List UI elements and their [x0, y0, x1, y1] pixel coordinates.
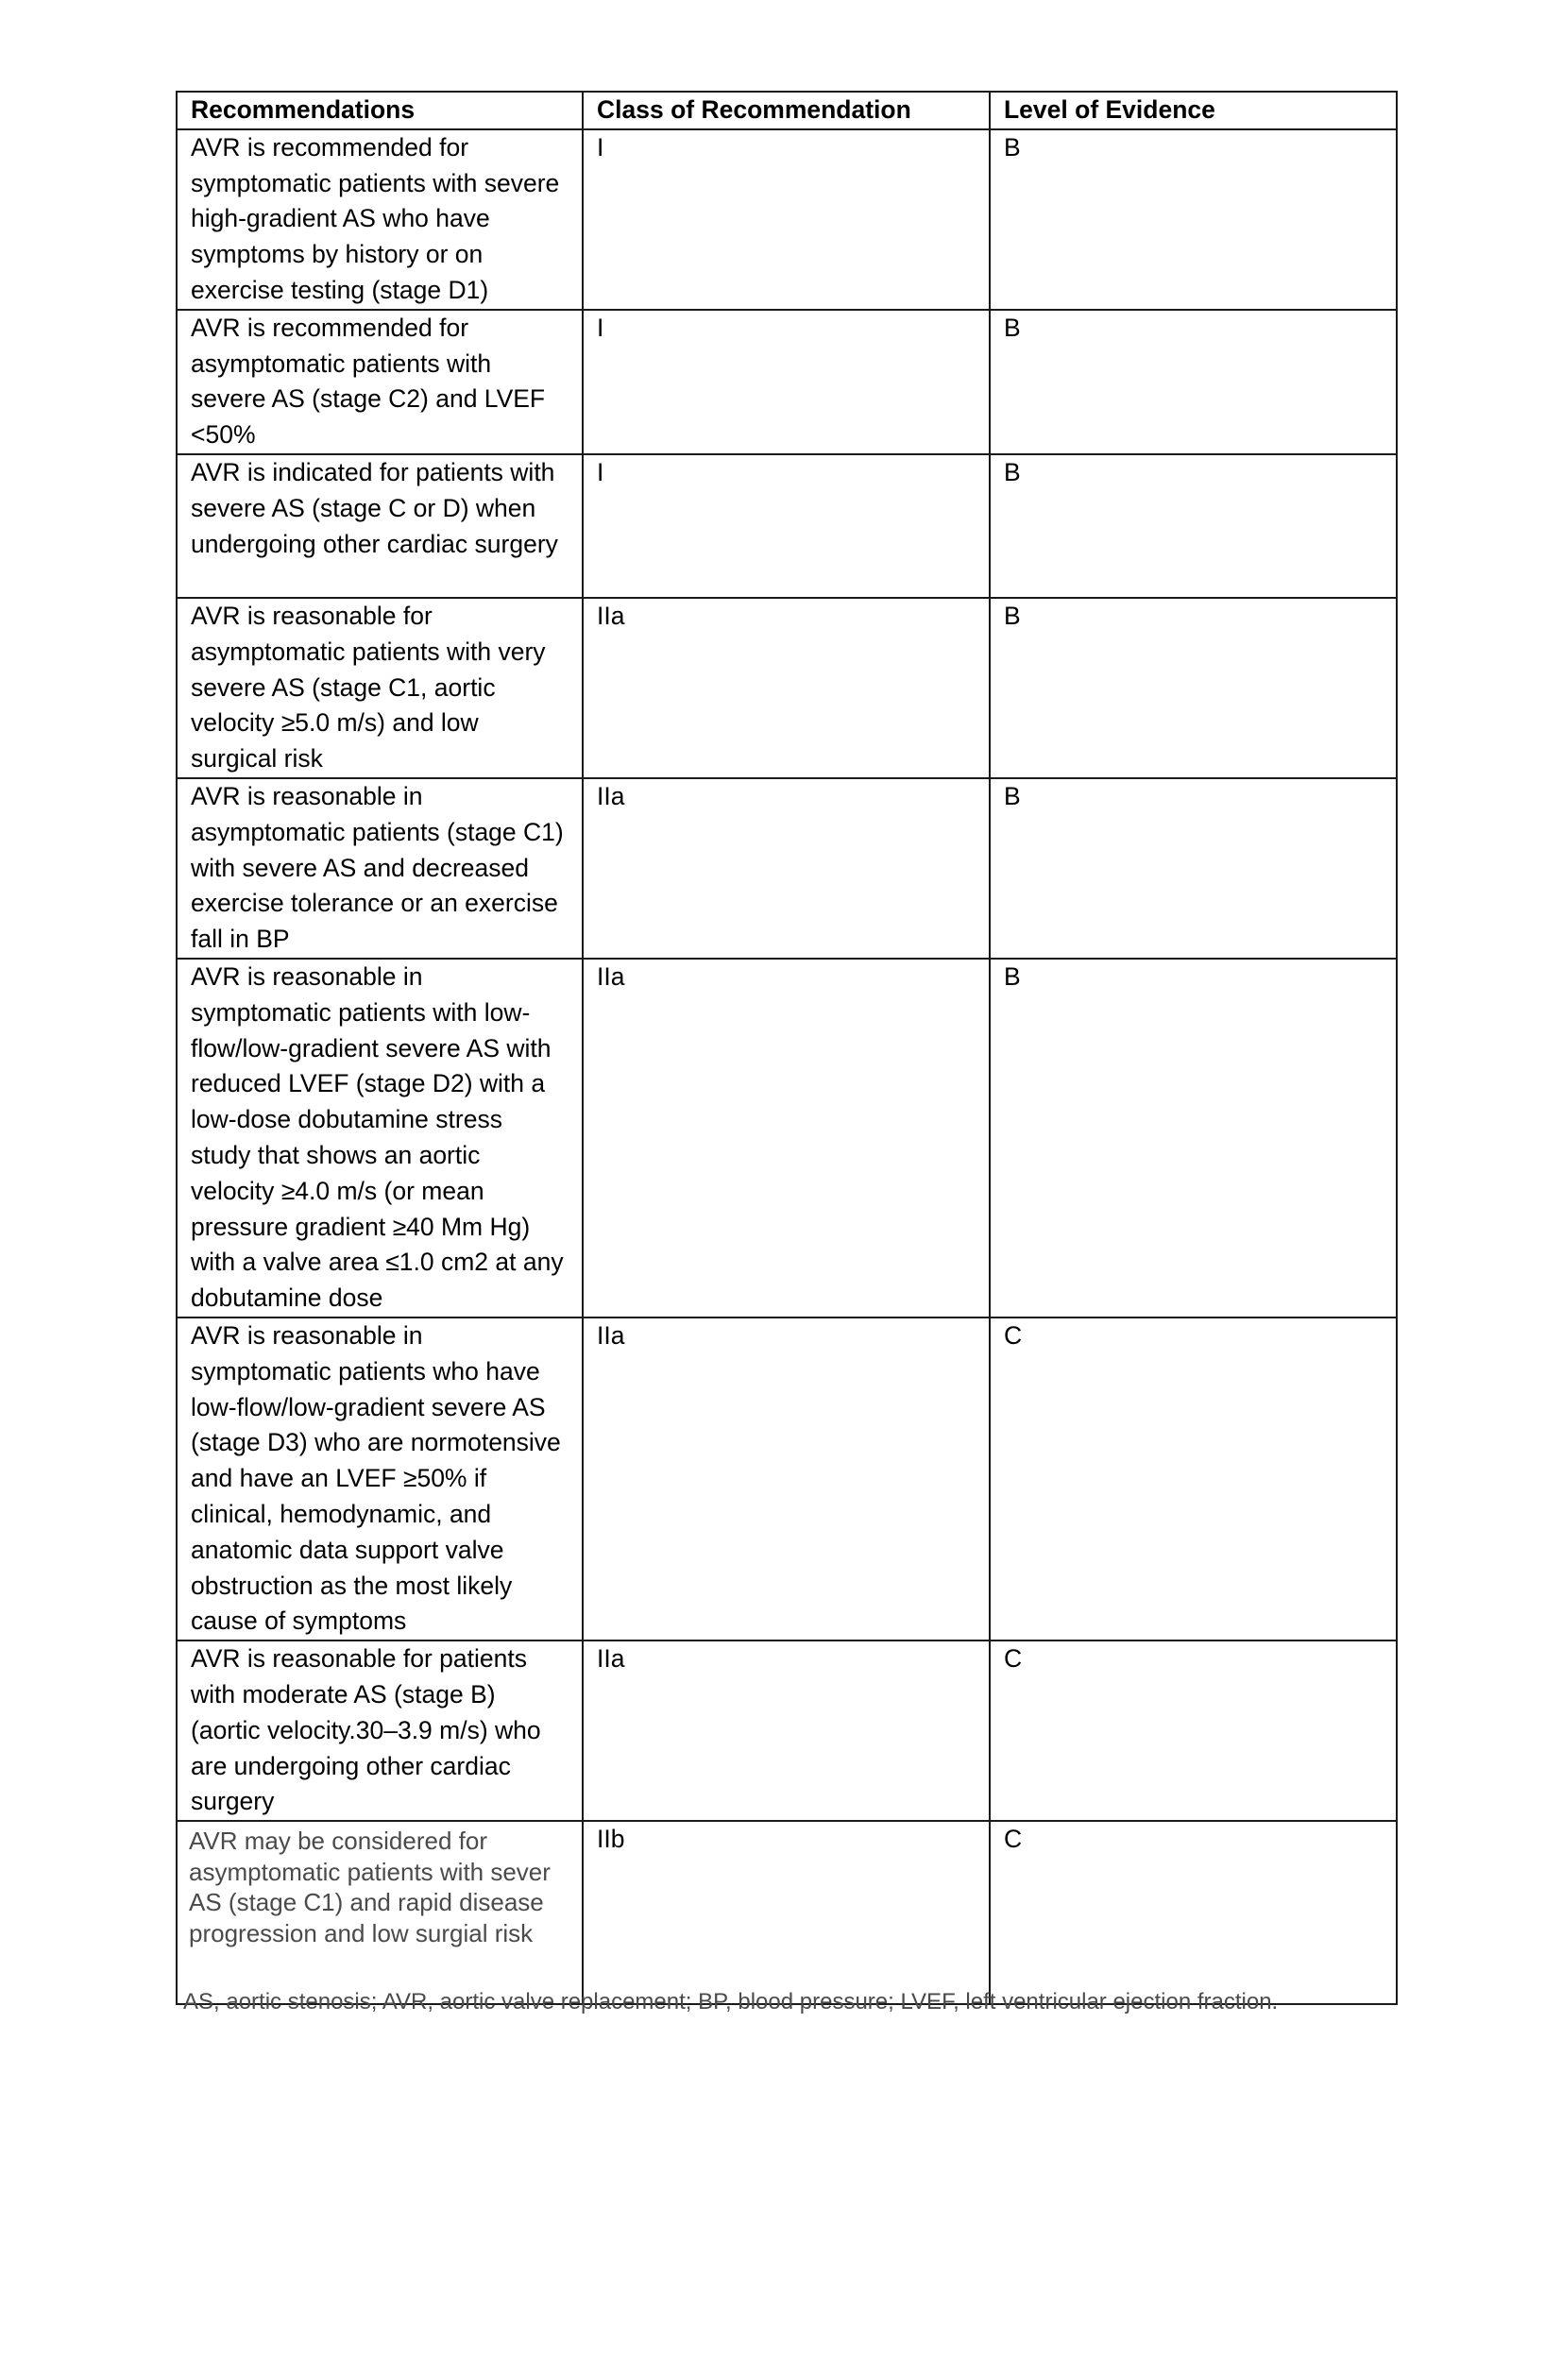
- level-cell: B: [990, 129, 1397, 310]
- level-cell: B: [990, 959, 1397, 1318]
- class-cell: IIa: [583, 1318, 990, 1640]
- class-cell: I: [583, 310, 990, 454]
- table-row: [177, 129, 1397, 310]
- recommendation-cell: AVR is reasonable for patients with moderate AS (stage B) (aortic velocity.30–3.9 m/s) who are undergoing other cardiac surgery: [177, 1640, 583, 1821]
- class-cell: IIa: [583, 959, 990, 1318]
- recommendation-cell: AVR is reasonable in asymptomatic patients (stage C1) with severe AS and decreased exercise tolerance or an exercise fall in BP: [177, 778, 583, 959]
- recommendation-cell: AVR may be considered for asymptomatic patients with sever AS (stage C1) and rapid disease progression and low surgial risk: [177, 1821, 583, 2004]
- recommendation-cell: AVR is recommended for symptomatic patients with severe high-gradient AS who have symptoms by history or on exercise testing (stage D1): [177, 129, 583, 310]
- header-level-of-evidence: Level of Evidence: [990, 92, 1397, 129]
- table-row: [177, 310, 1397, 454]
- table-row: [177, 1821, 1397, 2004]
- recommendations-table: [176, 91, 1398, 2005]
- level-cell: C: [990, 1640, 1397, 1821]
- table-header-row: [177, 92, 1397, 129]
- level-cell: B: [990, 778, 1397, 959]
- recommendation-cell: AVR is recommended for asymptomatic patients with severe AS (stage C2) and LVEF <50%: [177, 310, 583, 454]
- level-cell: C: [990, 1318, 1397, 1640]
- class-cell: I: [583, 129, 990, 310]
- table-row: [177, 454, 1397, 598]
- table-row: [177, 778, 1397, 959]
- level-cell: B: [990, 454, 1397, 598]
- recommendation-cell: AVR is reasonable for asymptomatic patients with very severe AS (stage C1, aortic velocity ≥5.0 m/s) and low surgical risk: [177, 598, 583, 778]
- class-cell: I: [583, 454, 990, 598]
- table-row: [177, 1640, 1397, 1821]
- table-row: [177, 598, 1397, 778]
- class-cell: IIb: [583, 1821, 990, 2004]
- table-row: [177, 959, 1397, 1318]
- level-cell: B: [990, 598, 1397, 778]
- class-cell: IIa: [583, 778, 990, 959]
- level-cell: C: [990, 1821, 1397, 2004]
- table-footnote: AS, aortic stenosis; AVR, aortic valve replacement; BP, blood pressure; LVEF, left ventricular ejection fraction.: [183, 1989, 1279, 2014]
- class-cell: IIa: [583, 598, 990, 778]
- recommendation-cell: AVR is reasonable in symptomatic patients with low-flow/low-gradient severe AS with reduced LVEF (stage D2) with a low-dose dobutamine stress study that shows an aortic velocity ≥4.0 m/s (or mean pressure gradient ≥40 Mm Hg) with a valve area ≤1.0 cm2 at any dobutamine dose: [177, 959, 583, 1318]
- recommendation-cell: AVR is reasonable in symptomatic patients who have low-flow/low-gradient severe AS (stage D3) who are normotensive and have an LVEF ≥50% if clinical, hemodynamic, and anatomic data support valve obstruction as the most likely cause of symptoms: [177, 1318, 583, 1640]
- header-recommendations: Recommendations: [177, 92, 583, 129]
- recommendation-cell: AVR is indicated for patients with severe AS (stage C or D) when undergoing other cardiac surgery: [177, 454, 583, 598]
- table-row: [177, 1318, 1397, 1640]
- header-class-of-recommendation: Class of Recommendation: [583, 92, 990, 129]
- level-cell: B: [990, 310, 1397, 454]
- class-cell: IIa: [583, 1640, 990, 1821]
